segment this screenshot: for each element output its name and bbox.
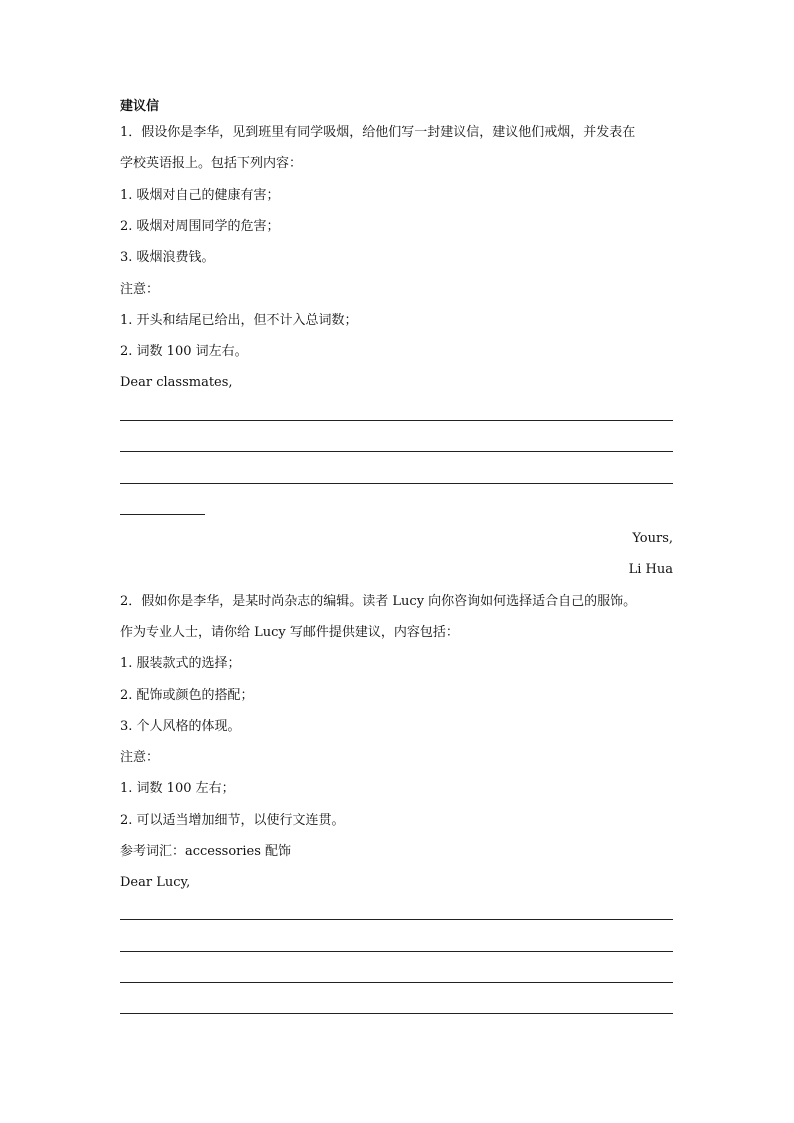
task2-point-1: 1. 服装款式的选择； (120, 656, 241, 671)
task1-salutation: Dear classmates, (120, 375, 233, 390)
task2-answer-line-3[interactable] (120, 982, 673, 983)
task2-answer-line-2[interactable] (120, 951, 673, 952)
task1-notes-label: 注意： (120, 282, 160, 297)
task1-answer-line-2[interactable] (120, 451, 673, 452)
task1-note-2: 2. 词数 100 词左右。 (120, 344, 248, 359)
task2-answer-line-1[interactable] (120, 919, 673, 920)
task2-salutation: Dear Lucy, (120, 875, 191, 890)
task2-point-2: 2. 配饰或颜色的搭配； (120, 688, 254, 703)
task1-point-1: 1. 吸烟对自己的健康有害； (120, 188, 280, 203)
task2-note-2: 2. 可以适当增加细节，以使行文连贯。 (120, 813, 345, 828)
task1-signature: Li Hua (628, 562, 673, 577)
task2-vocab: 参考词汇：accessories 配饰 (120, 844, 292, 859)
task2-prompt-line2: 作为专业人士，请你给 Lucy 写邮件提供建议，内容包括： (120, 625, 459, 640)
task2-point-3: 3. 个人风格的体现。 (120, 719, 241, 734)
task2-note-1: 1. 词数 100 左右； (120, 781, 235, 796)
task1-closing: Yours, (632, 531, 673, 546)
document-heading: 建议信 (120, 99, 160, 114)
task2-notes-label: 注意： (120, 750, 160, 765)
task1-point-3: 3. 吸烟浪费钱。 (120, 250, 215, 265)
task1-prompt-line2: 学校英语报上。包括下列内容： (120, 156, 303, 171)
task1-prompt-line1: 1．假设你是李华，见到班里有同学吸烟，给他们写一封建议信，建议他们戒烟，并发表在 (120, 125, 636, 140)
task1-answer-line-4[interactable] (120, 514, 205, 515)
task1-answer-line-1[interactable] (120, 420, 673, 421)
task1-answer-line-3[interactable] (120, 483, 673, 484)
task1-note-1: 1. 开头和结尾已给出，但不计入总词数； (120, 313, 358, 328)
task2-answer-line-4[interactable] (120, 1013, 673, 1014)
task1-point-2: 2. 吸烟对周围同学的危害； (120, 219, 280, 234)
task2-prompt-line1: 2．假如你是李华，是某时尚杂志的编辑。读者 Lucy 向你咨询如何选择适合自己的服饰。 (120, 594, 637, 609)
